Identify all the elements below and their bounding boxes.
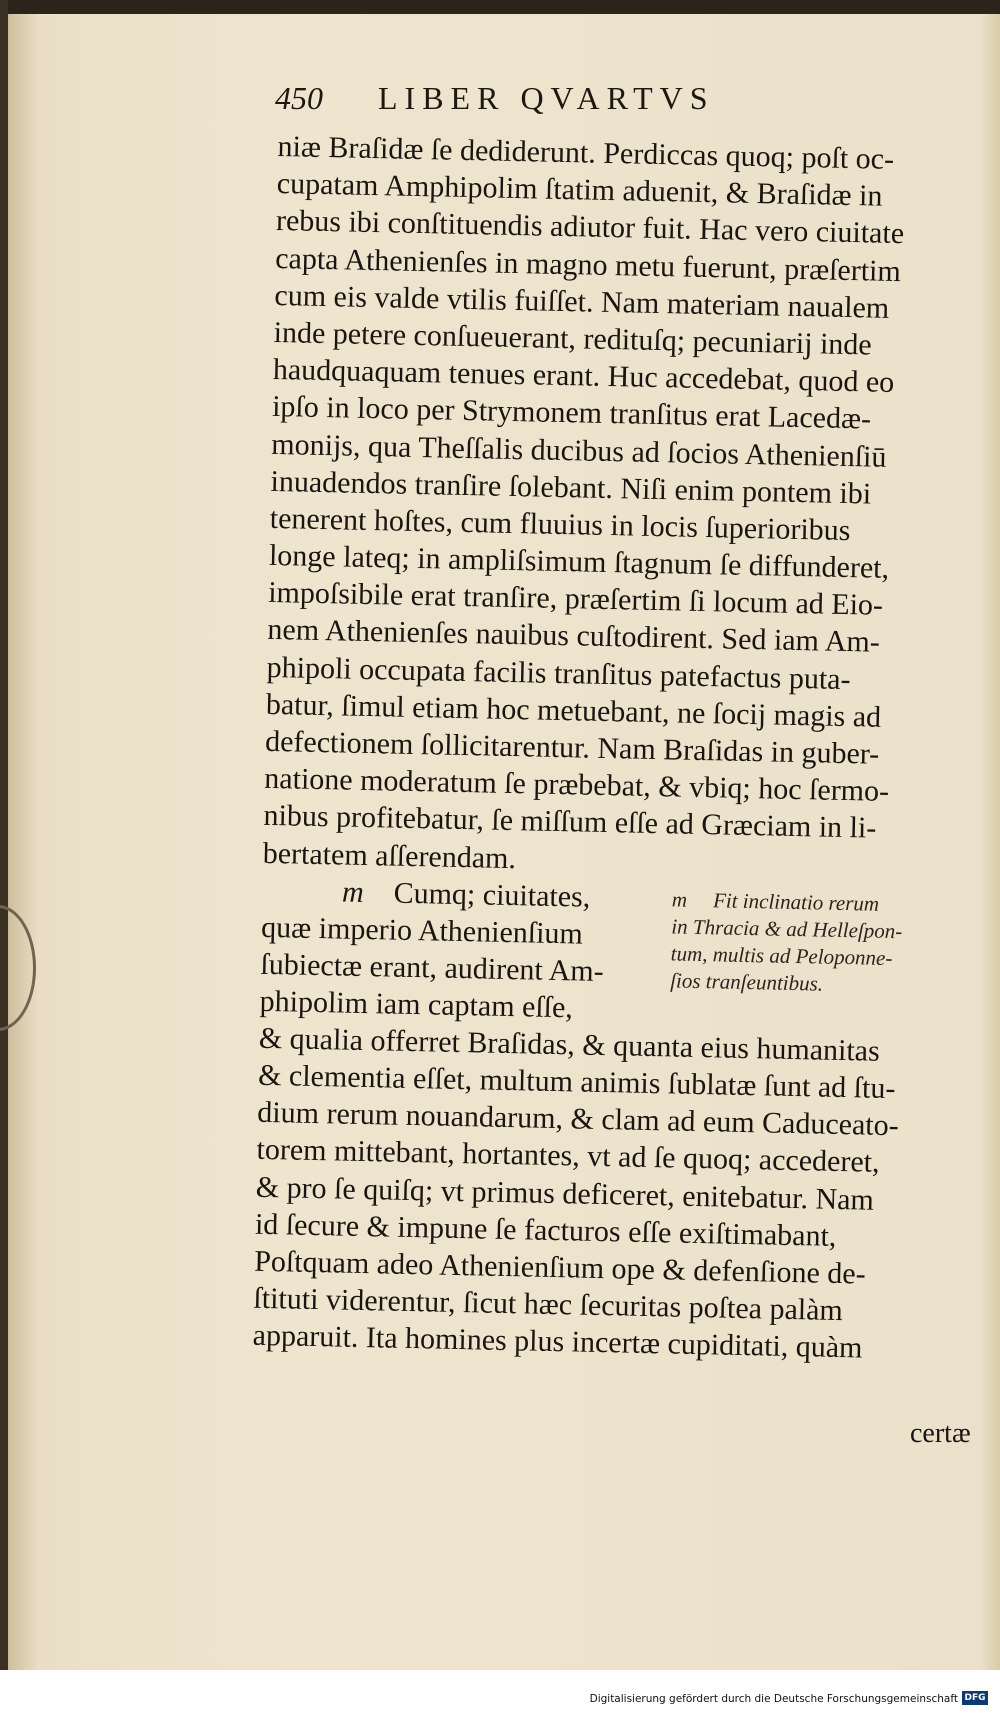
margin-note-line: tum, multis ad Peloponne- <box>670 941 893 970</box>
text-line: ipſo in loco per Strymonem tranſitus erat Lacedæ- <box>271 390 872 436</box>
text-line: tenerent hoſtes, cum fluuius in locis ſuperioribus <box>269 501 851 547</box>
text-line: batur, ſimul etiam hoc metuebant, ne ſocij magis ad <box>265 687 882 734</box>
binding-ring <box>0 905 36 1031</box>
split-section <box>259 872 948 1034</box>
dfg-logo: DFG <box>962 1691 988 1705</box>
body-text <box>252 128 964 1369</box>
note-marker: m <box>341 875 365 909</box>
digitization-footer <box>0 1670 1000 1721</box>
text-line: inuadendos tranſire ſolebant. Niſi enim pontem ibi <box>270 464 872 511</box>
text-line: & pro ſe quiſq; vt primus deficeret, enitebatur. Nam <box>255 1170 875 1217</box>
text-line: nibus profitebatur, ſe miſſum eſſe ad Græciam in li- <box>263 799 877 846</box>
text-line: & qualia offerret Braſidas, & quanta eius humanitas <box>258 1021 881 1068</box>
text-line: Poſtquam adeo Athenienſium ope & defenſione de- <box>253 1244 866 1291</box>
text-line: & clementia eſſet, multum animis ſublatæ ſunt ad ſtu- <box>257 1058 896 1106</box>
text-line: phipoli occupata facilis tranſitus patefactus puta- <box>266 650 851 696</box>
margin-note-line: ſios tranſeuntibus. <box>669 968 824 996</box>
page-top-edge <box>0 0 1000 14</box>
text-line: ſubiectæ erant, audirent Am- <box>260 947 604 989</box>
text-line: natione moderatum ſe præbebat, & vbiq; hoc ſermo- <box>264 762 890 809</box>
text-line: cupatam Amphipolim ſtatim aduenit, & Braſidæ in <box>276 167 883 213</box>
text-line: ſtituti viderentur, ſicut hæc ſecuritas poſtea palàm <box>253 1281 844 1328</box>
paragraph-1 <box>262 128 963 886</box>
paragraph-2-start <box>259 872 652 1029</box>
text-line: haudquaquam tenues erant. Huc accedebat, quod eo <box>272 353 895 400</box>
margin-note-line: in Thracia & ad Helleſpon- <box>671 914 903 943</box>
running-header <box>275 80 835 130</box>
text-line: defectionem ſollicitarentur. Nam Braſidas in guber- <box>264 724 880 771</box>
spine-shadow <box>0 0 8 1670</box>
marginal-note <box>670 886 952 1000</box>
text-line: id ſecure & impune ſe facturos eſſe exiſtimabant, <box>254 1207 837 1253</box>
text-line: monijs, qua Theſſalis ducibus ad ſocios Athenienſiū <box>271 427 887 474</box>
text-line: dium rerum nouandarum, & clam ad eum Caduceato- <box>257 1095 900 1143</box>
funding-credit: Digitalisierung gefördert durch die Deutsche Forschungsgemeinschaft <box>589 1693 958 1705</box>
text-line: bertatem aſſerendam. <box>262 836 517 875</box>
text-line: m Cumq; ciuitates, <box>341 875 591 914</box>
text-line: inde petere conſueuerant, redituſq; pecuniarij inde <box>273 315 873 362</box>
catchword: certæ <box>910 1418 971 1449</box>
running-title: LIBER QVARTVS <box>378 80 715 116</box>
text-line: rebus ibi conſtituendis adiutor fuit. Hac vero ciuitate <box>275 204 905 251</box>
paragraph-2-continued <box>252 1020 945 1369</box>
margin-note-marker: m <box>671 887 688 912</box>
text-line: niæ Braſidæ ſe dediderunt. Perdiccas quoq; poſt oc- <box>277 129 895 176</box>
margin-note-line: m Fit inclinatio rerum <box>671 887 880 916</box>
text-line: impoſsibile erat tranſire, præſertim ſi locum ad Eio- <box>267 576 884 623</box>
text-line: phipolim iam captam eſſe, <box>259 985 574 1025</box>
text-line: cum eis valde vtilis fuiſſet. Nam materiam naualem <box>274 278 890 325</box>
text-line: nem Athenienſes nauibus cuſtodirent. Sed iam Am- <box>267 613 881 660</box>
text-line: longe lateq; in ampliſsimum ſtagnum ſe diffunderet, <box>268 538 890 585</box>
text-line: capta Athenienſes in magno metu fuerunt, præſertim <box>274 241 902 288</box>
text-line: quæ imperio Athenienſium <box>260 910 584 951</box>
text-line: torem mittebant, hortantes, vt ad ſe quoq; accederet, <box>256 1133 880 1180</box>
page-number: 450 <box>275 80 323 116</box>
text-line: apparuit. Ita homines plus incertæ cupiditati, quàm <box>252 1318 863 1365</box>
